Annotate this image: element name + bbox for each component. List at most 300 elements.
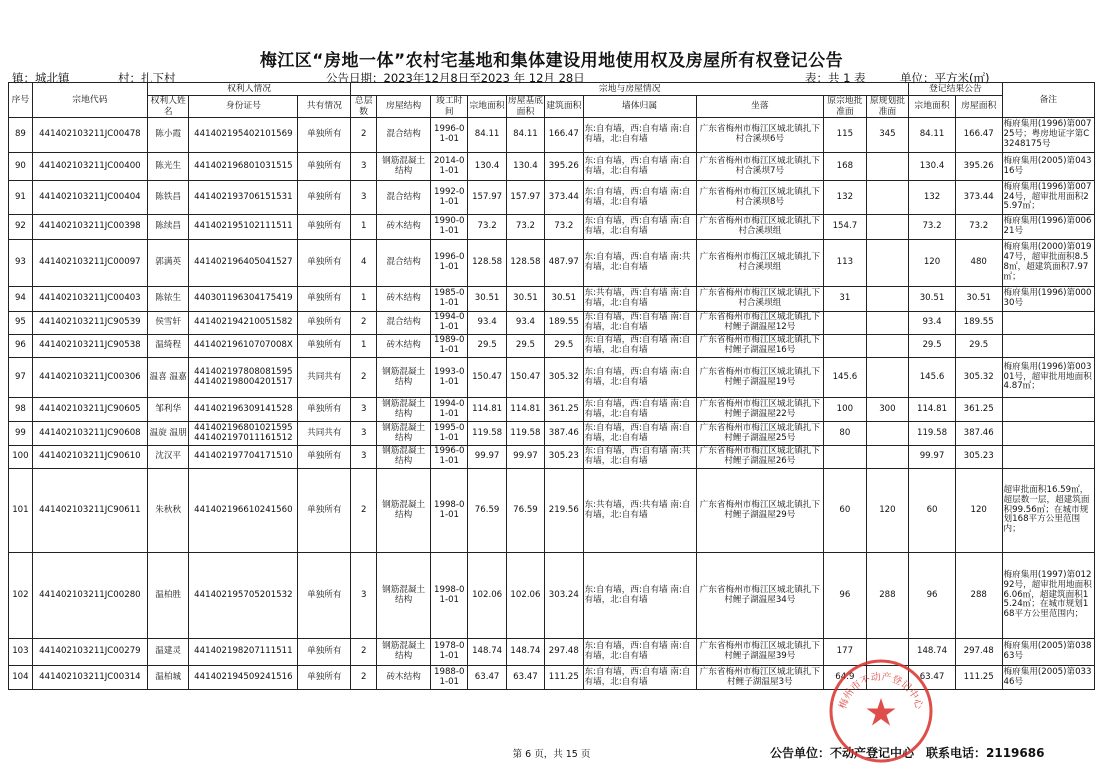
row-building-area: 30.51	[545, 287, 583, 312]
row-share: 单独所有	[298, 240, 351, 287]
row-seq: 95	[9, 312, 33, 335]
meta-tables: 表：共 1 表	[805, 71, 866, 85]
row-owner: 温喜 温嘉	[147, 358, 188, 398]
row-location: 广东省梅州市梅江区城北镇扎下村合溪坝组	[696, 287, 824, 312]
row-parcel-area: 119.58	[468, 422, 506, 446]
row-parcel-code: 441402103211JC00478	[32, 118, 147, 153]
meta-village: 村：扎下村	[118, 71, 176, 85]
row-building-area: 29.5	[545, 335, 583, 358]
row-structure: 混合结构	[377, 240, 431, 287]
row-result-house: 166.47	[955, 118, 1002, 153]
row-location: 广东省梅州市梅江区城北镇扎下村鲤子湖温屋22号	[696, 398, 824, 422]
row-parcel-area: 102.06	[468, 553, 506, 639]
row-owner: 陈续昌	[147, 215, 188, 240]
row-orig-approved	[824, 446, 867, 469]
row-orig-approved	[824, 312, 867, 335]
row-base-area: 84.11	[506, 118, 544, 153]
row-result-parcel: 120	[909, 240, 956, 287]
header-location: 坐落	[696, 96, 824, 118]
row-walls: 东:共有墙，西:自有墙 南:自有墙，北:自有墙	[583, 287, 696, 312]
row-building-area: 487.97	[545, 240, 583, 287]
header-seq: 序号	[9, 83, 33, 118]
row-id-no: 441402195102111511	[189, 215, 298, 240]
row-parcel-area: 128.58	[468, 240, 506, 287]
row-owner: 沈汉平	[147, 446, 188, 469]
row-share: 单独所有	[298, 335, 351, 358]
row-remark: 梅府集用(1996)第00030号	[1002, 287, 1094, 312]
row-location: 广东省梅州市梅江区城北镇扎下村鲤子湖温屋26号	[696, 446, 824, 469]
row-base-area: 29.5	[506, 335, 544, 358]
row-result-parcel: 63.47	[909, 666, 956, 690]
row-remark: 梅府集用(1996)第00725号；粤房地证字第C3248175号	[1002, 118, 1094, 153]
row-building-area: 219.56	[545, 469, 583, 553]
table-body	[9, 118, 1095, 690]
row-remark	[1002, 312, 1094, 335]
row-location: 广东省梅州市梅江区城北镇扎下村合溪坝8号	[696, 181, 824, 215]
row-location: 广东省梅州市梅江区城北镇扎下村鲤子湖温屋29号	[696, 469, 824, 553]
row-share: 单独所有	[298, 469, 351, 553]
row-completed: 1989-01-01	[431, 335, 468, 358]
row-remark: 梅府集用(1996)第00724号，超审批用面积25.97㎡；	[1002, 181, 1094, 215]
row-base-area: 73.2	[506, 215, 544, 240]
row-walls: 东:自有墙，西:自有墙 南:自有墙，北:自有墙	[583, 358, 696, 398]
row-remark: 梅府集用(2000)第01947号，超审批面积8.58㎡，超建筑面积7.97㎡；	[1002, 240, 1094, 287]
row-result-parcel: 60	[909, 469, 956, 553]
row-orig-planned	[866, 181, 909, 215]
row-remark: 梅府集用(2005)第03863号	[1002, 639, 1094, 666]
row-location: 广东省梅州市梅江区城北镇扎下村合溪坝7号	[696, 153, 824, 181]
row-result-parcel: 96	[909, 553, 956, 639]
row-base-area: 102.06	[506, 553, 544, 639]
row-structure: 混合结构	[377, 118, 431, 153]
row-orig-planned: 288	[866, 553, 909, 639]
table-row	[9, 312, 1095, 335]
row-result-parcel: 114.81	[909, 398, 956, 422]
row-walls: 东:自有墙，西:自有墙 南:自有墙，北:自有墙	[583, 335, 696, 358]
row-seq: 89	[9, 118, 33, 153]
row-remark	[1002, 398, 1094, 422]
row-result-house: 189.55	[955, 312, 1002, 335]
row-parcel-code: 441402103211JC00280	[32, 553, 147, 639]
row-id-no: 441402193706151531	[189, 181, 298, 215]
row-id-no: 441402196309141528	[189, 398, 298, 422]
header-owner: 权利人姓名	[147, 96, 188, 118]
row-orig-approved: 132	[824, 181, 867, 215]
row-floors: 3	[351, 398, 377, 422]
row-result-house: 288	[955, 553, 1002, 639]
row-structure: 混合结构	[377, 312, 431, 335]
row-building-area: 305.23	[545, 446, 583, 469]
header-orig-planned: 原规划批准面	[866, 96, 909, 118]
row-building-area: 361.25	[545, 398, 583, 422]
row-id-no: 441402197704171510	[189, 446, 298, 469]
row-id-no: 441402195705201532	[189, 553, 298, 639]
row-base-area: 148.74	[506, 639, 544, 666]
header-remark: 备注	[1002, 83, 1094, 118]
row-share: 共同共有	[298, 358, 351, 398]
row-completed: 1995-01-01	[431, 422, 468, 446]
row-orig-planned	[866, 215, 909, 240]
row-structure: 砖木结构	[377, 287, 431, 312]
row-parcel-area: 130.4	[468, 153, 506, 181]
row-remark: 梅府集用(1996)第00301号，超审批用地面积4.87㎡；	[1002, 358, 1094, 398]
row-seq: 91	[9, 181, 33, 215]
row-structure: 钢筋混凝土结构	[377, 422, 431, 446]
row-parcel-area: 93.4	[468, 312, 506, 335]
row-walls: 东:自有墙，西:自有墙 南:自有墙，北:自有墙	[583, 639, 696, 666]
row-building-area: 387.46	[545, 422, 583, 446]
row-seq: 102	[9, 553, 33, 639]
row-orig-approved	[824, 335, 867, 358]
row-parcel-code: 441402103211JC90610	[32, 446, 147, 469]
row-floors: 4	[351, 240, 377, 287]
row-result-house: 395.26	[955, 153, 1002, 181]
row-id-no: 441402195402101569	[189, 118, 298, 153]
header-owner-group: 权利人情况	[147, 83, 350, 96]
row-seq: 94	[9, 287, 33, 312]
row-completed: 1978-01-01	[431, 639, 468, 666]
row-walls: 东:自有墙，西:自有墙 南:自有墙，北:自有墙	[583, 312, 696, 335]
header-building-area: 建筑面积	[545, 96, 583, 118]
row-result-house: 29.5	[955, 335, 1002, 358]
row-base-area: 99.97	[506, 446, 544, 469]
row-parcel-area: 84.11	[468, 118, 506, 153]
row-owner: 邹利华	[147, 398, 188, 422]
row-share: 单独所有	[298, 666, 351, 690]
table-row	[9, 153, 1095, 181]
row-parcel-code: 441402103211JC90611	[32, 469, 147, 553]
row-remark: 超审批面积16.59㎡，超层数一层，超建筑面积99.56㎡；在城市规划168平方公里范围内；	[1002, 469, 1094, 553]
row-share: 单独所有	[298, 153, 351, 181]
row-completed: 1993-01-01	[431, 358, 468, 398]
row-id-no: 44140219610707008X	[189, 335, 298, 358]
row-orig-planned: 345	[866, 118, 909, 153]
row-parcel-code: 441402103211JC00306	[32, 358, 147, 398]
row-walls: 东:自有墙，西:自有墙 南:自有墙，北:自有墙	[583, 118, 696, 153]
table-row	[9, 639, 1095, 666]
row-location: 广东省梅州市梅江区城北镇扎下村鲤子湖温屋16号	[696, 335, 824, 358]
row-remark	[1002, 335, 1094, 358]
row-orig-planned: 300	[866, 398, 909, 422]
row-share: 单独所有	[298, 553, 351, 639]
row-completed: 1998-01-01	[431, 553, 468, 639]
row-structure: 钢筋混凝土结构	[377, 639, 431, 666]
row-parcel-code: 441402103211JC90605	[32, 398, 147, 422]
header-id-no: 身份证号	[189, 96, 298, 118]
row-orig-planned	[866, 240, 909, 287]
row-orig-approved: 31	[824, 287, 867, 312]
row-remark: 梅府集用(2005)第04316号	[1002, 153, 1094, 181]
row-seq: 96	[9, 335, 33, 358]
row-result-house: 305.32	[955, 358, 1002, 398]
row-parcel-area: 150.47	[468, 358, 506, 398]
row-walls: 东:自有墙，西:自有墙 南:自有墙，北:自有墙	[583, 215, 696, 240]
row-result-house: 120	[955, 469, 1002, 553]
row-result-house: 30.51	[955, 287, 1002, 312]
row-completed: 2014-01-01	[431, 153, 468, 181]
table-row	[9, 287, 1095, 312]
meta-unit: 单位：平方米(㎡)	[900, 71, 990, 85]
publisher-contact: 公告单位：不动产登记中心 联系电话：2119686	[770, 746, 1045, 760]
row-orig-approved: 64.9	[824, 666, 867, 690]
row-result-parcel: 130.4	[909, 153, 956, 181]
row-building-area: 189.55	[545, 312, 583, 335]
row-location: 广东省梅州市梅江区城北镇扎下村鲤子湖温屋34号	[696, 553, 824, 639]
header-parcel-code: 宗地代码	[32, 83, 147, 118]
row-owner: 陈铱生	[147, 287, 188, 312]
row-parcel-area: 63.47	[468, 666, 506, 690]
row-orig-planned	[866, 422, 909, 446]
row-remark: 梅府集用(1997)第01292号，超审批用地面积6.06㎡，超建筑面积15.24㎡；在城市规划168平方公里范围内；	[1002, 553, 1094, 639]
row-result-house: 111.25	[955, 666, 1002, 690]
row-orig-planned	[866, 153, 909, 181]
row-owner: 陈光生	[147, 153, 188, 181]
header-result-house: 房屋面积	[955, 96, 1002, 118]
row-owner: 温柏胜	[147, 553, 188, 639]
row-share: 单独所有	[298, 215, 351, 240]
row-walls: 东:自有墙，西:自有墙 南:共有墙，北:自有墙	[583, 240, 696, 287]
row-base-area: 157.97	[506, 181, 544, 215]
row-result-house: 480	[955, 240, 1002, 287]
row-structure: 钢筋混凝土结构	[377, 153, 431, 181]
row-structure: 钢筋混凝土结构	[377, 446, 431, 469]
row-id-no: 441402194509241516	[189, 666, 298, 690]
seal-text: 梅州市不动产登记中心	[837, 671, 925, 711]
row-walls: 东:自有墙，西:自有墙 南:自有墙，北:自有墙	[583, 398, 696, 422]
row-structure: 砖木结构	[377, 215, 431, 240]
row-parcel-code: 441402103211JC00404	[32, 181, 147, 215]
row-building-area: 303.24	[545, 553, 583, 639]
table-row	[9, 215, 1095, 240]
header-structure: 房屋结构	[377, 96, 431, 118]
row-seq: 101	[9, 469, 33, 553]
row-result-parcel: 132	[909, 181, 956, 215]
row-parcel-code: 441402103211JC90608	[32, 422, 147, 446]
row-completed: 1985-01-01	[431, 287, 468, 312]
row-floors: 3	[351, 422, 377, 446]
row-parcel-area: 29.5	[468, 335, 506, 358]
row-base-area: 114.81	[506, 398, 544, 422]
row-parcel-area: 148.74	[468, 639, 506, 666]
header-land-house-group: 宗地与房屋情况	[351, 83, 909, 96]
row-seq: 92	[9, 215, 33, 240]
registration-table	[8, 82, 1095, 690]
row-result-house: 387.46	[955, 422, 1002, 446]
row-walls: 东:共有墙，西:共有墙 南:自有墙，北:自有墙	[583, 469, 696, 553]
header-share: 共有情况	[298, 96, 351, 118]
row-owner: 朱秋秋	[147, 469, 188, 553]
row-floors: 3	[351, 446, 377, 469]
row-orig-approved: 115	[824, 118, 867, 153]
header-result-parcel: 宗地面积	[909, 96, 956, 118]
row-orig-planned	[866, 312, 909, 335]
row-parcel-area: 73.2	[468, 215, 506, 240]
row-seq: 90	[9, 153, 33, 181]
row-share: 单独所有	[298, 446, 351, 469]
row-share: 单独所有	[298, 398, 351, 422]
row-remark	[1002, 422, 1094, 446]
row-result-house: 373.44	[955, 181, 1002, 215]
header-result-group: 登记结果公告	[909, 83, 1002, 96]
row-parcel-code: 441402103211JC00400	[32, 153, 147, 181]
row-floors: 3	[351, 553, 377, 639]
row-seq: 97	[9, 358, 33, 398]
row-orig-planned	[866, 666, 909, 690]
page-indicator: 第 6 页，共 15 页	[512, 749, 591, 760]
table-row	[9, 118, 1095, 153]
row-building-area: 297.48	[545, 639, 583, 666]
row-floors: 2	[351, 118, 377, 153]
row-completed: 1988-01-01	[431, 666, 468, 690]
table-row	[9, 358, 1095, 398]
row-result-parcel: 148.74	[909, 639, 956, 666]
row-orig-planned	[866, 335, 909, 358]
row-location: 广东省梅州市梅江区城北镇扎下村鲤子湖温屋19号	[696, 358, 824, 398]
row-structure: 混合结构	[377, 181, 431, 215]
row-parcel-area: 76.59	[468, 469, 506, 553]
row-completed: 1998-01-01	[431, 469, 468, 553]
row-result-house: 73.2	[955, 215, 1002, 240]
row-id-no: 441402196801021595 441402197011161512	[189, 422, 298, 446]
row-share: 单独所有	[298, 312, 351, 335]
row-share: 单独所有	[298, 181, 351, 215]
row-owner: 侯雪轩	[147, 312, 188, 335]
row-orig-approved: 168	[824, 153, 867, 181]
row-building-area: 111.25	[545, 666, 583, 690]
header-floors: 总层数	[351, 96, 377, 118]
row-completed: 1996-01-01	[431, 118, 468, 153]
table-row	[9, 469, 1095, 553]
header-orig-approved: 原宗地批准面	[824, 96, 867, 118]
row-floors: 1	[351, 335, 377, 358]
row-base-area: 30.51	[506, 287, 544, 312]
row-seq: 98	[9, 398, 33, 422]
row-structure: 砖木结构	[377, 666, 431, 690]
row-location: 广东省梅州市梅江区城北镇扎下村合溪坝6号	[696, 118, 824, 153]
meta-period: 公告日期：2023年12月8日至2023 年 12月 28日	[326, 71, 585, 85]
row-base-area: 150.47	[506, 358, 544, 398]
row-parcel-area: 30.51	[468, 287, 506, 312]
row-building-area: 166.47	[545, 118, 583, 153]
table-row	[9, 666, 1095, 690]
header-parcel-area: 宗地面积	[468, 96, 506, 118]
row-orig-approved: 100	[824, 398, 867, 422]
row-owner: 温绮程	[147, 335, 188, 358]
row-result-house: 297.48	[955, 639, 1002, 666]
row-completed: 1990-01-01	[431, 215, 468, 240]
row-floors: 1	[351, 215, 377, 240]
row-base-area: 119.58	[506, 422, 544, 446]
row-seq: 93	[9, 240, 33, 287]
row-owner: 陈铁昌	[147, 181, 188, 215]
row-orig-planned	[866, 639, 909, 666]
row-floors: 3	[351, 153, 377, 181]
row-seq: 99	[9, 422, 33, 446]
row-base-area: 130.4	[506, 153, 544, 181]
row-parcel-code: 441402103211JC90539	[32, 312, 147, 335]
row-orig-planned	[866, 287, 909, 312]
row-share: 单独所有	[298, 287, 351, 312]
row-remark: 梅府集用(1996)第00621号	[1002, 215, 1094, 240]
row-location: 广东省梅州市梅江区城北镇扎下村合溪坝组	[696, 240, 824, 287]
meta-town: 镇：城北镇	[12, 71, 70, 85]
row-base-area: 76.59	[506, 469, 544, 553]
row-structure: 钢筋混凝土结构	[377, 358, 431, 398]
row-orig-approved: 113	[824, 240, 867, 287]
row-walls: 东:自有墙，西:自有墙 南:自有墙，北:自有墙	[583, 422, 696, 446]
table-row	[9, 240, 1095, 287]
row-completed: 1992-01-01	[431, 181, 468, 215]
row-parcel-area: 157.97	[468, 181, 506, 215]
row-parcel-code: 441402103211JC00279	[32, 639, 147, 666]
row-floors: 1	[351, 287, 377, 312]
row-share: 单独所有	[298, 118, 351, 153]
row-seq: 100	[9, 446, 33, 469]
row-building-area: 395.26	[545, 153, 583, 181]
row-floors: 2	[351, 358, 377, 398]
row-id-no: 441402196405041527	[189, 240, 298, 287]
row-remark: 梅府集用(2005)第03346号	[1002, 666, 1094, 690]
row-completed: 1996-01-01	[431, 240, 468, 287]
row-walls: 东:自有墙，西:自有墙 南:自有墙，北:自有墙	[583, 181, 696, 215]
row-remark	[1002, 446, 1094, 469]
row-id-no: 441402197808081595 441402198004201517	[189, 358, 298, 398]
row-owner: 温柏城	[147, 666, 188, 690]
row-building-area: 73.2	[545, 215, 583, 240]
row-location: 广东省梅州市梅江区城北镇扎下村鲤子湖温屋12号	[696, 312, 824, 335]
row-location: 广东省梅州市梅江区城北镇扎下村合溪坝组	[696, 215, 824, 240]
row-completed: 1996-01-01	[431, 446, 468, 469]
row-orig-approved: 60	[824, 469, 867, 553]
row-share: 共同共有	[298, 422, 351, 446]
row-orig-approved: 145.6	[824, 358, 867, 398]
row-completed: 1994-01-01	[431, 312, 468, 335]
row-structure: 砖木结构	[377, 335, 431, 358]
row-floors: 2	[351, 639, 377, 666]
row-orig-planned	[866, 446, 909, 469]
row-structure: 钢筋混凝土结构	[377, 553, 431, 639]
row-parcel-code: 441402103211JC90538	[32, 335, 147, 358]
row-walls: 东:自有墙，西:自有墙 南:自有墙，北:自有墙	[583, 553, 696, 639]
row-share: 单独所有	[298, 639, 351, 666]
table-row	[9, 398, 1095, 422]
row-orig-planned	[866, 358, 909, 398]
row-floors: 3	[351, 181, 377, 215]
row-result-parcel: 93.4	[909, 312, 956, 335]
row-orig-approved: 96	[824, 553, 867, 639]
row-id-no: 441402198207111511	[189, 639, 298, 666]
row-owner: 陈小霞	[147, 118, 188, 153]
row-base-area: 63.47	[506, 666, 544, 690]
row-location: 广东省梅州市梅江区城北镇扎下村鲤子湖温屋25号	[696, 422, 824, 446]
row-floors: 2	[351, 312, 377, 335]
row-walls: 东:自有墙，西:自有墙 南:自有墙，北:自有墙	[583, 666, 696, 690]
table-row	[9, 553, 1095, 639]
row-seq: 103	[9, 639, 33, 666]
row-parcel-code: 441402103211JC00097	[32, 240, 147, 287]
row-orig-planned: 120	[866, 469, 909, 553]
row-base-area: 128.58	[506, 240, 544, 287]
row-parcel-code: 441402103211JC00403	[32, 287, 147, 312]
row-location: 广东省梅州市梅江区城北镇扎下村鲤子湖温屋3号	[696, 666, 824, 690]
table-row	[9, 446, 1095, 469]
header-walls: 墙体归属	[583, 96, 696, 118]
row-owner: 郭满英	[147, 240, 188, 287]
row-parcel-area: 99.97	[468, 446, 506, 469]
table-row	[9, 181, 1095, 215]
row-floors: 2	[351, 666, 377, 690]
row-parcel-area: 114.81	[468, 398, 506, 422]
